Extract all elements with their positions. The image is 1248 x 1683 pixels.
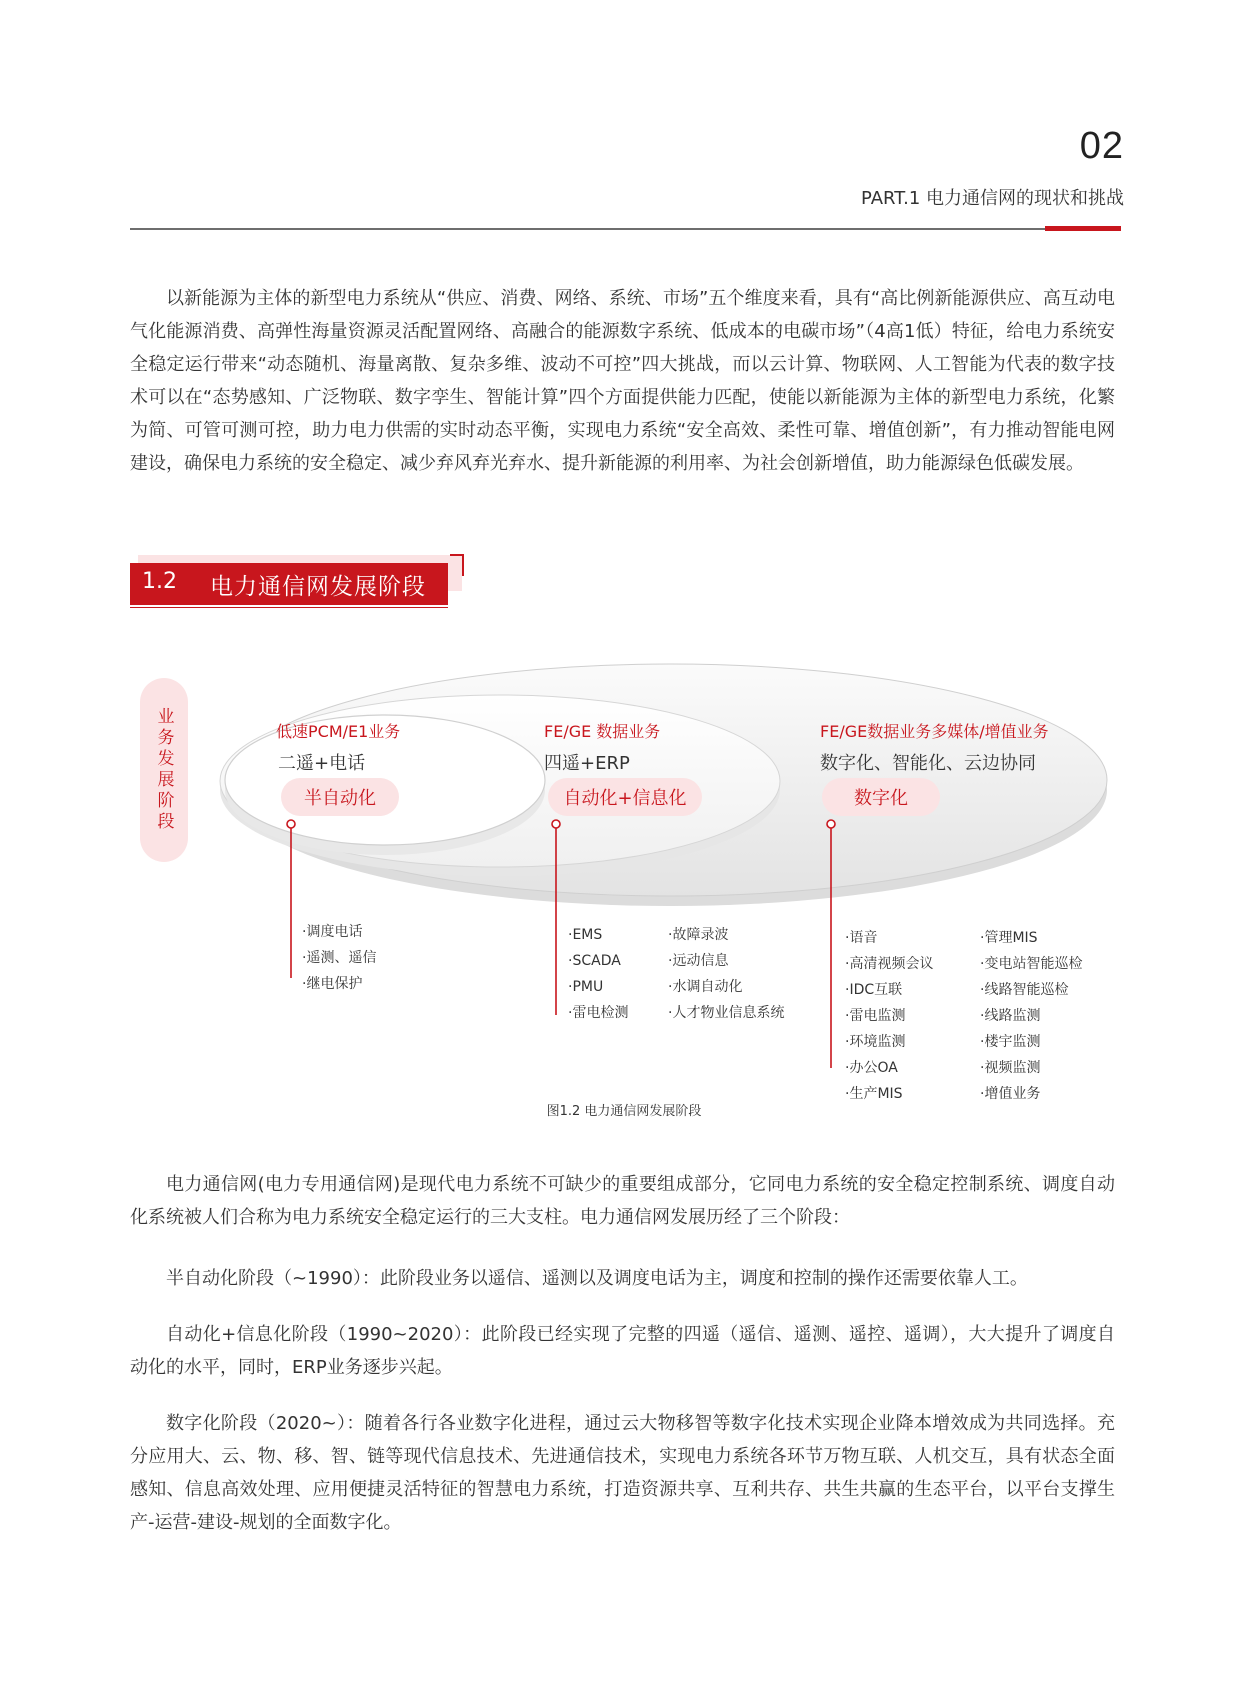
page-number: 02 <box>1079 125 1124 167</box>
stage3-desc: 数字化、智能化、云边协同 <box>820 753 1036 774</box>
part-title: PART.1 电力通信网的现状和挑战 <box>861 188 1124 209</box>
service-item: · 变电站智能巡检 <box>980 951 1082 977</box>
service-item: · 生产MIS <box>845 1081 933 1107</box>
service-item: · 办公OA <box>845 1055 933 1081</box>
service-item: · 遥测、遥信 <box>302 945 376 971</box>
body-paragraph: 半自动化阶段（~1990）：此阶段业务以遥信、遥测以及调度电话为主，调度和控制的操作还需要依靠人工。 <box>166 1268 1028 1289</box>
stage2-services-col1 <box>568 922 628 1026</box>
stage3-pill: 数字化 <box>822 778 940 816</box>
service-item: · 人才物业信息系统 <box>668 1000 784 1026</box>
service-item: · 语音 <box>845 925 933 951</box>
figure-caption: 图1.2 电力通信网发展阶段 <box>546 1104 702 1119</box>
section-number: 1.2 <box>142 569 177 594</box>
service-item: · 继电保护 <box>302 971 376 997</box>
service-item: · 远动信息 <box>668 948 784 974</box>
service-item: · IDC互联 <box>845 977 933 1003</box>
stage3-services-col1 <box>845 925 933 1107</box>
section-title: 电力通信网发展阶段 <box>210 574 426 600</box>
service-item: · 楼宇监测 <box>980 1029 1082 1055</box>
intro-paragraph: 以新能源为主体的新型电力系统从“供应、消费、网络、系统、市场”五个维度来看，具有“高比例新能源供应、高互动电气化能源消费、高弹性海量资源灵活配置网络、高融合的能源数字系统、低成本的电碳市场”（4高1低）特征，给电力系统安全稳定运行带来“动态随机、海量离散、复杂多维、波动不可控”四大挑战，而以云计算、物联网、人工智能为代表的数字技术可以在“态势感知、广泛物联、数字孪生、智能计算”四个方面提供能力匹配，使能以新能源为主体的新型电力系统，化繁为简、可管可测可控，助力电力供需的实时动态平衡，实现电力系统“安全高效、柔性可靠、增值创新”，有力推动智能电网建设，确保电力系统的安全稳定、减少弃风弃光弃水、提升新能源的利用率、为社会创新增值，助力能源绿色低碳发展。 <box>130 288 1115 474</box>
stage1-desc: 二遥+电话 <box>278 753 366 774</box>
stage2-desc: 四遥+ERP <box>544 753 630 774</box>
stage2-services-col2 <box>668 922 784 1026</box>
stage2-pill: 自动化+信息化 <box>548 778 702 816</box>
service-item: · 视频监测 <box>980 1055 1082 1081</box>
service-item: · 线路监测 <box>980 1003 1082 1029</box>
service-item: · 管理MIS <box>980 925 1082 951</box>
service-item: · EMS <box>568 922 628 948</box>
service-item: · 增值业务 <box>980 1081 1082 1107</box>
service-item: · 雷电检测 <box>568 1000 628 1026</box>
body-paragraph: 电力通信网(电力专用通信网)是现代电力系统不可缺少的重要组成部分，它同电力系统的安全稳定控制系统、调度自动化系统被人们合称为电力系统安全稳定运行的三大支柱。电力通信网发展历经了三个阶段： <box>130 1174 1115 1228</box>
stage1-pill: 半自动化 <box>281 778 399 816</box>
service-item: · 环境监测 <box>845 1029 933 1055</box>
stage3-services-col2 <box>980 925 1082 1107</box>
stage1-title: 低速PCM/E1业务 <box>276 722 401 741</box>
stage2-title: FE/GE 数据业务 <box>544 722 661 741</box>
body-paragraph: 自动化+信息化阶段（1990~2020）：此阶段已经实现了完整的四遥（遥信、遥测、遥控、遥调），大大提升了调度自动化的水平，同时，ERP业务逐步兴起。 <box>130 1324 1115 1378</box>
service-item: · 水调自动化 <box>668 974 784 1000</box>
service-item: · 线路智能巡检 <box>980 977 1082 1003</box>
service-item: · 故障录波 <box>668 922 784 948</box>
service-item: · SCADA <box>568 948 628 974</box>
stage1-services <box>302 919 376 997</box>
service-item: · 雷电监测 <box>845 1003 933 1029</box>
vertical-stage-label-text: 业务发展阶段 <box>153 707 174 833</box>
stage3-title: FE/GE数据业务多媒体/增值业务 <box>820 722 1049 741</box>
vertical-stage-label <box>140 678 188 862</box>
body-paragraph: 数字化阶段（2020~）：随着各行各业数字化进程，通过云大物移智等数字化技术实现企业降本增效成为共同选择。充分应用大、云、物、移、智、链等现代信息技术、先进通信技术，实现电力系统各环节万物互联、人机交互，具有状态全面感知、信息高效处理、应用便捷灵活特征的智慧电力系统，打造资源共享、互利共存、共生共赢的生态平台，以平台支撑生产-运营-建设-规划的全面数字化。 <box>130 1413 1115 1533</box>
service-item: · 高清视频会议 <box>845 951 933 977</box>
service-item: · PMU <box>568 974 628 1000</box>
service-item: · 调度电话 <box>302 919 376 945</box>
